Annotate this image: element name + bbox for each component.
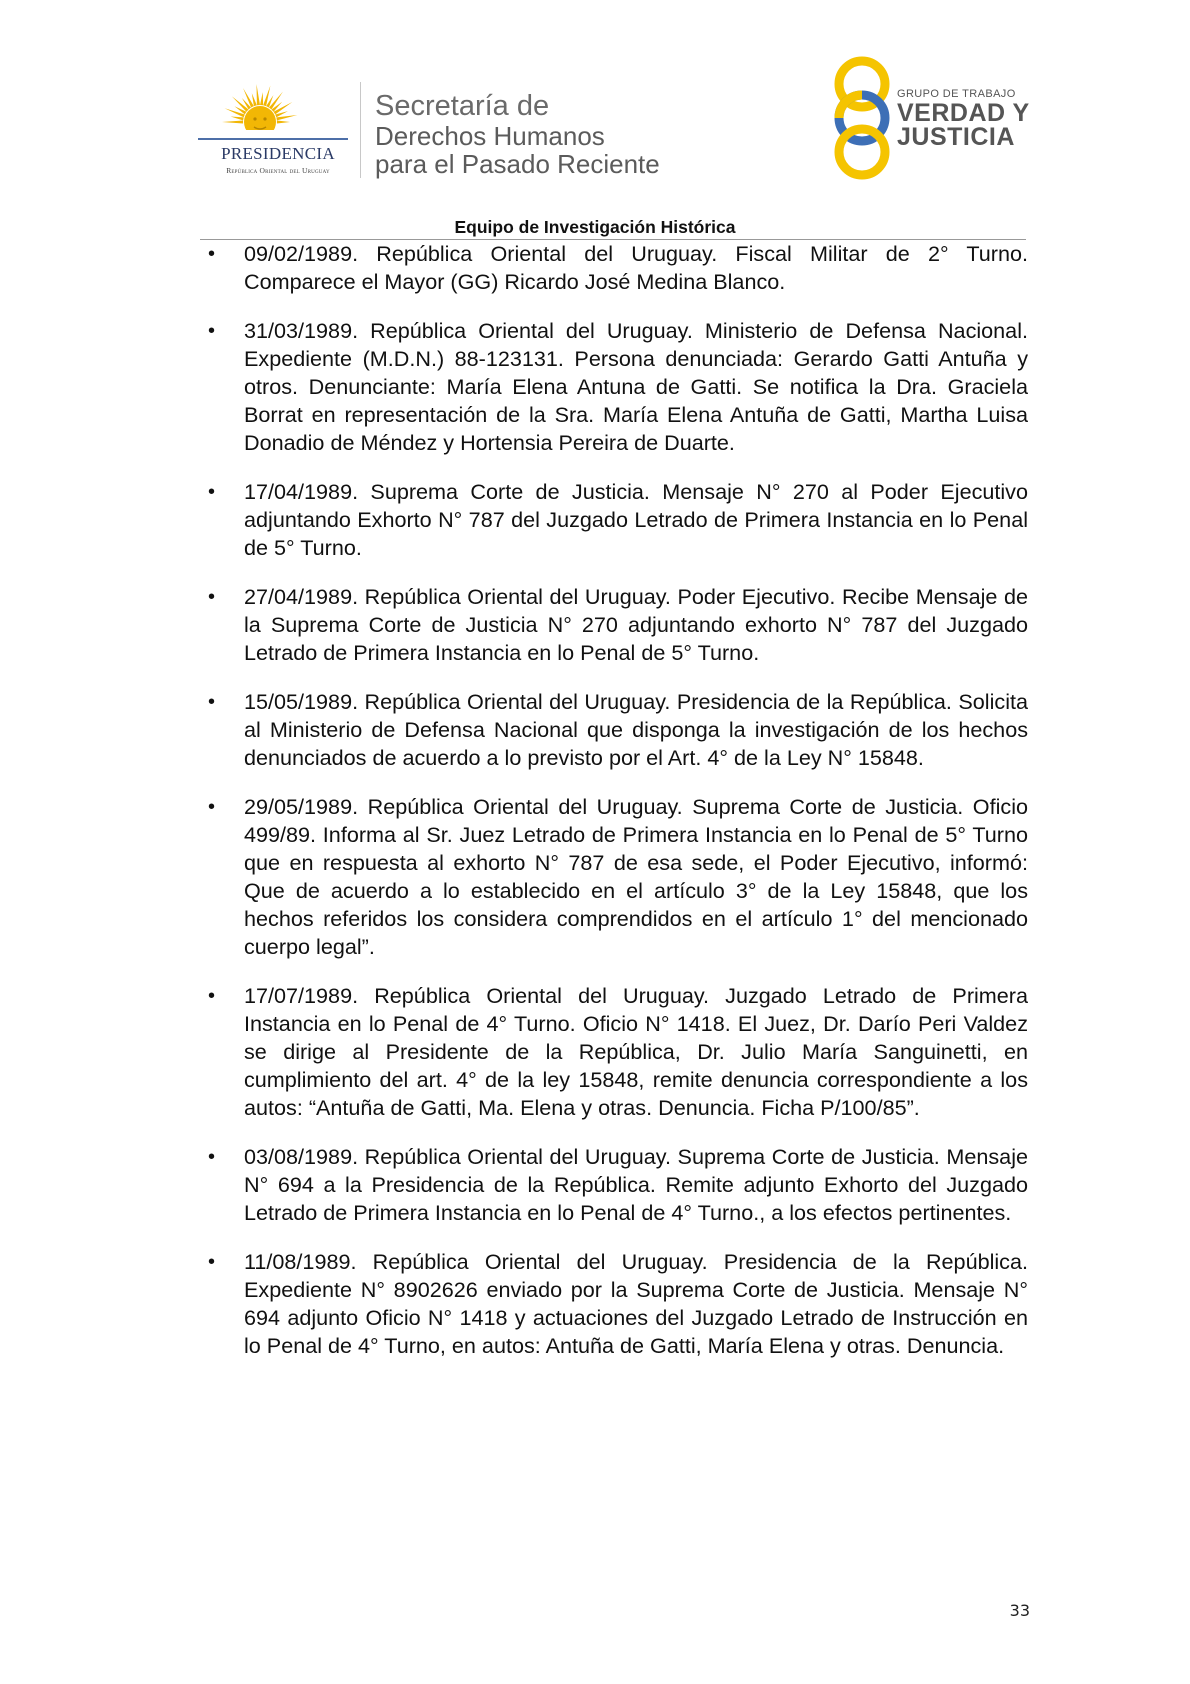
presidencia-logo <box>198 78 358 178</box>
secretaria-title <box>375 90 715 178</box>
sun-ray <box>277 120 290 123</box>
sun-ray <box>231 116 244 120</box>
verdad-justicia-text <box>897 87 1047 149</box>
sun-ray <box>243 88 254 108</box>
sun-icon <box>198 78 358 140</box>
verdad-justicia-logo <box>822 56 902 180</box>
page-number: 33 <box>1009 1601 1030 1620</box>
sun-ray <box>256 84 259 105</box>
sun-ray <box>222 120 243 123</box>
list-item: • 17/04/1989. Suprema Corte de Justicia. Mensaje N° 270 al Poder Ejecutivo adjuntando Exhorto N° 787 del Juzgado Letrado de Primera Instancia en lo Penal de 5° Turno. <box>208 478 1028 562</box>
list-item: • 15/05/1989. República Oriental del Uruguay. Presidencia de la República. Solicita al Ministerio de Defensa Nacional que disponga la investigación de los hechos denunciados de acuerdo a lo previsto por el Art. 4° de la Ley N° 15848. <box>208 688 1028 772</box>
list-item: • 17/07/1989. República Oriental del Uruguay. Juzgado Letrado de Primera Instancia en lo Penal de 4° Turno. Oficio N° 1418. El Juez, Dr. Darío Peri Valdez se dirige al Presidente de la República, Dr. Julio María Sanguinetti, en cumplimiento del art. 4° de la ley 15848, remite denuncia correspondiente a los autos: “Antuña de Gatti, Ma. Elena y otras. Denuncia. Ficha P/100/85”. <box>208 982 1028 1122</box>
secretaria-line-2: Derechos Humanos <box>375 121 605 151</box>
list-item: • 29/05/1989. República Oriental del Uruguay. Suprema Corte de Justicia. Oficio 499/89. Informa al Sr. Juez Letrado de Primera Instancia en lo Penal de 5° Turno que en respuesta al exhorto N° 787 de esa sede, el Poder Ejecutivo, informó: Que de acuerdo a lo establecido en el artículo 3° de la Ley 15848, que los hechos referidos los considera comprendidos en el artículo 1° del mencionado cuerpo legal”. <box>208 793 1028 961</box>
presidencia-subtitle: República Oriental del Uruguay <box>226 166 330 175</box>
secretaria-line-1: Secretaría de <box>375 90 550 122</box>
grupo-line-1: GRUPO DE TRABAJO <box>897 88 1016 100</box>
grupo-line-2: VERDAD Y <box>897 99 1030 127</box>
secretaria-line-3: para el Pasado Reciente <box>375 149 660 179</box>
sun-ray <box>260 92 263 105</box>
list-item: • 03/08/1989. República Oriental del Uruguay. Suprema Corte de Justicia. Mensaje N° 694 a la Presidencia de la República. Remite adjunto Exhorto del Juzgado Letrado de Primera Instancia en lo Penal de 4° Turno., a los efectos pertinentes. <box>208 1143 1028 1227</box>
header-divider <box>360 82 361 178</box>
list-item: • 09/02/1989. República Oriental del Uruguay. Fiscal Militar de 2° Turno. Comparece el Mayor (GG) Ricardo José Medina Blanco. <box>208 240 1028 296</box>
presidencia-name: PRESIDENCIA <box>221 144 335 163</box>
sun-ray <box>276 115 297 120</box>
list-item: • 31/03/1989. República Oriental del Uruguay. Ministerio de Defensa Nacional. Expediente (M.D.N.) 88-123131. Persona denunciada: Gerardo Gatti Antuña y otros. Denunciante: María Elena Antuna de Gatti. Se notifica la Dra. Graciela Borrat en representación de la Sra. María Elena Antuña de Gatti, Martha Luisa Donadio de Méndez y Hortensia Pereira de Duarte. <box>208 317 1028 457</box>
grupo-line-3: JUSTICIA <box>897 123 1015 151</box>
chronology-list <box>208 240 1028 1381</box>
list-item: • 27/04/1989. República Oriental del Uruguay. Poder Ejecutivo. Recibe Mensaje de la Suprema Corte de Justicia N° 270 adjuntando exhorto N° 787 del Juzgado Letrado de Primera Instancia en lo Penal de 5° Turno. <box>208 583 1028 667</box>
presidencia-rule <box>198 138 348 140</box>
rings-icon <box>822 56 902 180</box>
page-header <box>0 0 1190 240</box>
team-title: Equipo de Investigación Histórica <box>454 217 736 237</box>
list-item: • 11/08/1989. República Oriental del Uruguay. Presidencia de la República. Expediente N° 8902626 enviado por la Suprema Corte de Justicia. Mensaje N° 694 adjunto Oficio N° 1418 y actuaciones del Juzgado Letrado de Instrucción en lo Penal de 4° Turno, en autos: Antuña de Gatti, María Elena y otras. Denuncia. <box>208 1248 1028 1360</box>
